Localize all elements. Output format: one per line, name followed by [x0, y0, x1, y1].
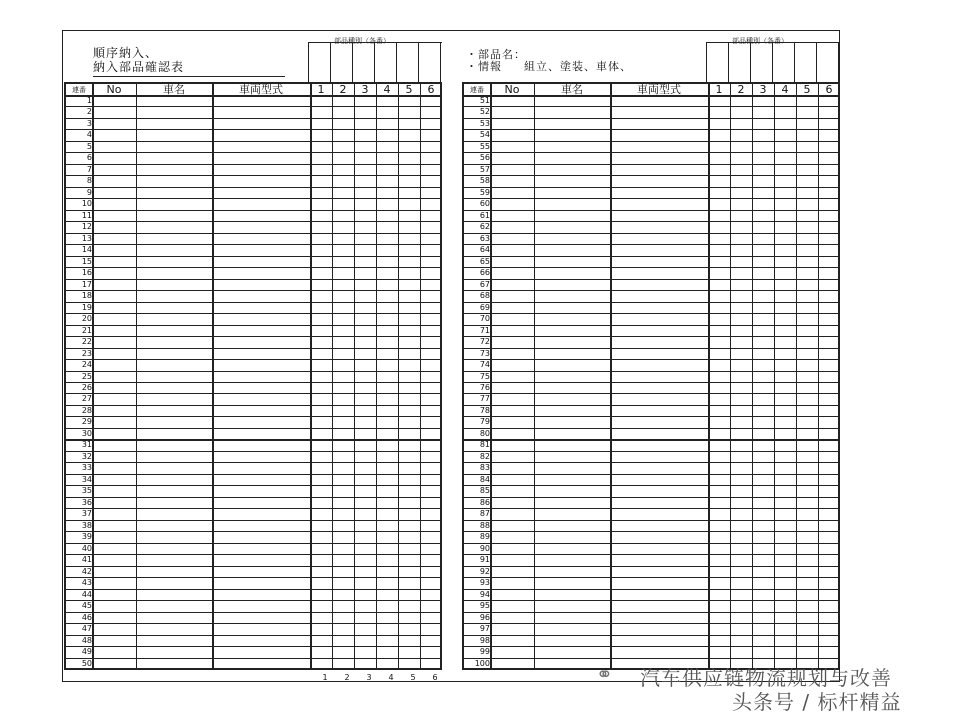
header-box-divider: [816, 42, 817, 82]
row-number: 25: [81, 371, 92, 381]
header-no: No: [504, 84, 520, 95]
row-number: 14: [81, 245, 92, 255]
table-row-divider: [66, 359, 440, 360]
row-number: 20: [81, 314, 92, 324]
table-row-divider: [66, 474, 440, 475]
table-row-divider: [464, 313, 838, 314]
table-row-divider: [464, 577, 838, 578]
table-row-divider: [464, 141, 838, 142]
table-row-divider: [464, 646, 838, 647]
table-row-divider: [66, 600, 440, 601]
table-row-divider: [464, 187, 838, 188]
row-number: 13: [81, 233, 92, 243]
row-number: 40: [81, 543, 92, 553]
row-number: 10: [81, 199, 92, 209]
row-number: 68: [479, 291, 490, 301]
row-number: 76: [479, 383, 490, 392]
row-number: 2: [86, 107, 92, 117]
row-number: 99: [479, 647, 490, 657]
table-row-divider: [66, 658, 440, 659]
row-number: 90: [479, 543, 490, 553]
column-divider: [610, 84, 612, 668]
header-part-6: 6: [427, 84, 435, 95]
header-box-top: [308, 42, 442, 43]
table-row-divider: [464, 290, 838, 291]
row-number: 4: [86, 130, 92, 140]
row-number: 35: [81, 486, 92, 496]
row-number: 26: [81, 383, 92, 392]
row-number: 19: [81, 302, 92, 312]
table-row-divider: [464, 393, 838, 394]
table-row-divider: [464, 497, 838, 498]
table-row-divider: [66, 348, 440, 349]
info-value: 組立、塗装、車体、: [524, 60, 632, 73]
row-number: 38: [81, 520, 92, 530]
row-number: 44: [81, 589, 92, 599]
row-number: 54: [479, 130, 490, 140]
bottom-number: 1: [322, 673, 328, 682]
row-number: 50: [81, 658, 92, 668]
row-number: 48: [81, 635, 92, 645]
table-row-divider: [66, 187, 440, 188]
table-row-divider: [66, 129, 440, 130]
row-number: 91: [479, 555, 490, 565]
table-row-divider: [66, 325, 440, 326]
row-number: 74: [479, 360, 490, 370]
table-row-divider: [66, 520, 440, 521]
row-number: 66: [479, 268, 490, 278]
column-divider: [420, 84, 421, 668]
row-number: 62: [479, 222, 490, 232]
table-row-divider: [464, 233, 838, 234]
header-box-divider: [352, 42, 353, 82]
row-number: 83: [479, 463, 490, 473]
header-part-3: 3: [759, 84, 767, 95]
bottom-number: 6: [432, 673, 438, 682]
row-number: 33: [81, 463, 92, 473]
table-row-divider: [66, 554, 440, 555]
row-number: 16: [81, 268, 92, 278]
row-number: 85: [479, 486, 490, 496]
header-part-2: 2: [737, 84, 745, 95]
table-row-divider: [464, 164, 838, 165]
table-row-divider: [464, 382, 838, 383]
table-row-divider: [66, 451, 440, 452]
table-row-divider: [464, 348, 838, 349]
row-number: 34: [81, 474, 92, 484]
header-box-divider: [794, 42, 795, 82]
table-row-divider: [66, 439, 440, 441]
header-divider: [66, 95, 440, 97]
table-row-divider: [464, 508, 838, 509]
row-number: 8: [86, 176, 92, 186]
table-row-divider: [464, 566, 838, 567]
table-row-divider: [464, 244, 838, 245]
header-box-divider: [418, 42, 419, 82]
table-row-divider: [464, 129, 838, 130]
row-number: 69: [479, 302, 490, 312]
table-row-divider: [66, 267, 440, 268]
form-title-line2: 納入部品確認表: [93, 58, 285, 77]
row-number: 15: [81, 256, 92, 266]
header-seq: 連番: [72, 86, 86, 94]
table-row-divider: [464, 359, 838, 360]
table-row-divider: [464, 175, 838, 176]
column-divider: [796, 84, 797, 668]
form-title-line1: 順序納入、: [93, 46, 159, 60]
column-divider: [354, 84, 355, 668]
table-row-divider: [66, 290, 440, 291]
table-row-divider: [464, 302, 838, 303]
left-check-table: [64, 82, 442, 670]
row-number: 1: [86, 96, 92, 105]
row-number: 94: [479, 589, 490, 599]
table-row-divider: [464, 152, 838, 153]
row-number: 53: [479, 118, 490, 128]
row-number: 42: [81, 566, 92, 576]
row-number: 65: [479, 256, 490, 266]
column-divider: [310, 84, 312, 668]
column-divider: [774, 84, 775, 668]
part-name-label: ・部品名：: [466, 48, 526, 61]
column-divider: [398, 84, 399, 668]
header-model: 車両型式: [637, 84, 681, 95]
row-number: 36: [81, 497, 92, 507]
header-seq: 連番: [470, 86, 484, 94]
table-row-divider: [464, 221, 838, 222]
right-group-label: 部品種別（各番）: [732, 37, 788, 45]
row-number: 97: [479, 624, 490, 634]
table-row-divider: [464, 405, 838, 406]
row-number: 47: [81, 624, 92, 634]
row-number: 77: [479, 394, 490, 404]
header-car-name: 車名: [163, 84, 185, 95]
row-number: 93: [479, 578, 490, 588]
row-number: 21: [81, 325, 92, 335]
table-row-divider: [66, 405, 440, 406]
table-row-divider: [464, 589, 838, 590]
row-number: 32: [81, 451, 92, 461]
row-number: 70: [479, 314, 490, 324]
row-number: 60: [479, 199, 490, 209]
row-number: 7: [86, 164, 92, 174]
column-divider: [752, 84, 753, 668]
table-row-divider: [464, 279, 838, 280]
header-part-1: 1: [715, 84, 723, 95]
table-row-divider: [66, 462, 440, 463]
row-number: 29: [81, 417, 92, 427]
row-number: 3: [86, 118, 92, 128]
table-row-divider: [66, 612, 440, 613]
table-row-divider: [66, 543, 440, 544]
row-number: 61: [479, 210, 490, 220]
table-row-divider: [66, 485, 440, 486]
row-number: 75: [479, 371, 490, 381]
header-no: No: [106, 84, 122, 95]
row-number: 51: [479, 96, 490, 105]
table-row-divider: [66, 256, 440, 257]
header-divider: [464, 95, 838, 97]
header-part-6: 6: [825, 84, 833, 95]
table-row-divider: [66, 428, 440, 429]
row-number: 87: [479, 509, 490, 519]
table-row-divider: [66, 118, 440, 119]
row-number: 79: [479, 417, 490, 427]
table-row-divider: [66, 336, 440, 337]
table-row-divider: [464, 635, 838, 636]
table-row-divider: [66, 589, 440, 590]
column-divider: [376, 84, 377, 668]
table-row-divider: [66, 233, 440, 234]
table-row-divider: [66, 198, 440, 199]
row-number: 46: [81, 612, 92, 622]
row-number: 57: [479, 164, 490, 174]
table-row-divider: [66, 244, 440, 245]
row-number: 59: [479, 187, 490, 197]
header-part-5: 5: [803, 84, 811, 95]
column-divider: [332, 84, 333, 668]
row-number: 98: [479, 635, 490, 645]
table-row-divider: [464, 485, 838, 486]
header-part-5: 5: [405, 84, 413, 95]
row-number: 55: [479, 141, 490, 151]
right-check-table: [462, 82, 840, 670]
table-row-divider: [66, 577, 440, 578]
row-number: 82: [479, 451, 490, 461]
table-row-divider: [66, 106, 440, 107]
table-row-divider: [66, 279, 440, 280]
header-box-divider: [330, 42, 331, 82]
table-row-divider: [66, 175, 440, 176]
table-row-divider: [66, 221, 440, 222]
row-number: 81: [479, 440, 490, 450]
row-number: 17: [81, 279, 92, 289]
table-row-divider: [66, 302, 440, 303]
wechat-icon: ⚭: [596, 662, 613, 686]
row-number: 39: [81, 532, 92, 542]
row-number: 78: [479, 405, 490, 415]
header-box-divider: [772, 42, 773, 82]
row-number: 67: [479, 279, 490, 289]
column-divider: [490, 84, 492, 668]
table-row-divider: [66, 497, 440, 498]
column-divider: [534, 84, 535, 668]
table-row-divider: [464, 439, 838, 441]
table-row-divider: [464, 520, 838, 521]
table-row-divider: [66, 531, 440, 532]
table-row-divider: [464, 256, 838, 257]
row-number: 24: [81, 360, 92, 370]
header-part-2: 2: [339, 84, 347, 95]
table-row-divider: [66, 635, 440, 636]
row-number: 89: [479, 532, 490, 542]
row-number: 80: [479, 428, 490, 438]
row-number: 18: [81, 291, 92, 301]
row-number: 96: [479, 612, 490, 622]
table-row-divider: [464, 106, 838, 107]
column-divider: [212, 84, 214, 668]
info-row: [466, 58, 632, 74]
row-number: 30: [81, 428, 92, 438]
table-row-divider: [464, 325, 838, 326]
header-box-divider: [440, 42, 441, 82]
row-number: 84: [479, 474, 490, 484]
bottom-number: 5: [410, 673, 416, 682]
row-number: 37: [81, 509, 92, 519]
watermark-line2: 头条号 / 标杆精益: [732, 690, 902, 714]
header-box-divider: [750, 42, 751, 82]
table-row-divider: [66, 164, 440, 165]
row-number: 27: [81, 394, 92, 404]
header-part-4: 4: [781, 84, 789, 95]
table-row-divider: [66, 152, 440, 153]
header-box-divider: [374, 42, 375, 82]
table-row-divider: [66, 566, 440, 567]
table-row-divider: [464, 118, 838, 119]
watermark-line1: 汽车供应链物流规划与改善: [640, 666, 892, 690]
header-model: 車両型式: [239, 84, 283, 95]
table-row-divider: [464, 416, 838, 417]
header-box-divider: [838, 42, 839, 82]
table-row-divider: [464, 543, 838, 544]
row-number: 28: [81, 405, 92, 415]
header-part-4: 4: [383, 84, 391, 95]
row-number: 86: [479, 497, 490, 507]
watermark: [596, 660, 956, 716]
table-row-divider: [66, 416, 440, 417]
header-box-divider: [706, 42, 707, 82]
row-number: 100: [474, 658, 490, 668]
table-row-divider: [464, 428, 838, 429]
table-row-divider: [66, 623, 440, 624]
row-number: 23: [81, 348, 92, 358]
row-number: 31: [81, 440, 92, 450]
bottom-number: 2: [344, 673, 350, 682]
table-row-divider: [464, 210, 838, 211]
table-row-divider: [464, 600, 838, 601]
table-row-divider: [66, 508, 440, 509]
table-row-divider: [464, 474, 838, 475]
table-row-divider: [464, 198, 838, 199]
row-number: 22: [81, 337, 92, 347]
table-row-divider: [66, 393, 440, 394]
header-part-3: 3: [361, 84, 369, 95]
row-number: 11: [81, 210, 92, 220]
row-number: 73: [479, 348, 490, 358]
row-number: 12: [81, 222, 92, 232]
bottom-number: 3: [366, 673, 372, 682]
header-car-name: 車名: [561, 84, 583, 95]
header-part-1: 1: [317, 84, 325, 95]
table-row-divider: [464, 658, 838, 659]
header-box-divider: [308, 42, 309, 82]
header-box-divider: [396, 42, 397, 82]
header-box-divider: [728, 42, 729, 82]
row-number: 5: [86, 141, 92, 151]
table-row-divider: [464, 336, 838, 337]
row-number: 95: [479, 601, 490, 611]
row-number: 88: [479, 520, 490, 530]
table-row-divider: [464, 612, 838, 613]
table-row-divider: [66, 210, 440, 211]
row-number: 72: [479, 337, 490, 347]
table-row-divider: [464, 623, 838, 624]
table-row-divider: [464, 531, 838, 532]
row-number: 52: [479, 107, 490, 117]
table-row-divider: [66, 382, 440, 383]
table-row-divider: [66, 141, 440, 142]
column-divider: [730, 84, 731, 668]
table-row-divider: [464, 554, 838, 555]
row-number: 64: [479, 245, 490, 255]
table-row-divider: [66, 371, 440, 372]
column-divider: [708, 84, 710, 668]
column-divider: [92, 84, 94, 668]
row-number: 6: [86, 153, 92, 163]
table-row-divider: [464, 267, 838, 268]
row-number: 49: [81, 647, 92, 657]
table-row-divider: [464, 371, 838, 372]
table-row-divider: [66, 646, 440, 647]
table-row-divider: [464, 451, 838, 452]
column-divider: [818, 84, 819, 668]
row-number: 41: [81, 555, 92, 565]
row-number: 63: [479, 233, 490, 243]
info-label: ・情報: [466, 60, 502, 73]
row-number: 45: [81, 601, 92, 611]
row-number: 43: [81, 578, 92, 588]
table-row-divider: [66, 313, 440, 314]
left-group-label: 部品種別（各番）: [334, 37, 390, 45]
row-number: 56: [479, 153, 490, 163]
table-row-divider: [464, 462, 838, 463]
row-number: 9: [86, 187, 92, 197]
row-number: 92: [479, 566, 490, 576]
row-number: 71: [479, 325, 490, 335]
column-divider: [136, 84, 137, 668]
bottom-number: 4: [388, 673, 394, 682]
header-box-top: [706, 42, 840, 43]
row-number: 58: [479, 176, 490, 186]
